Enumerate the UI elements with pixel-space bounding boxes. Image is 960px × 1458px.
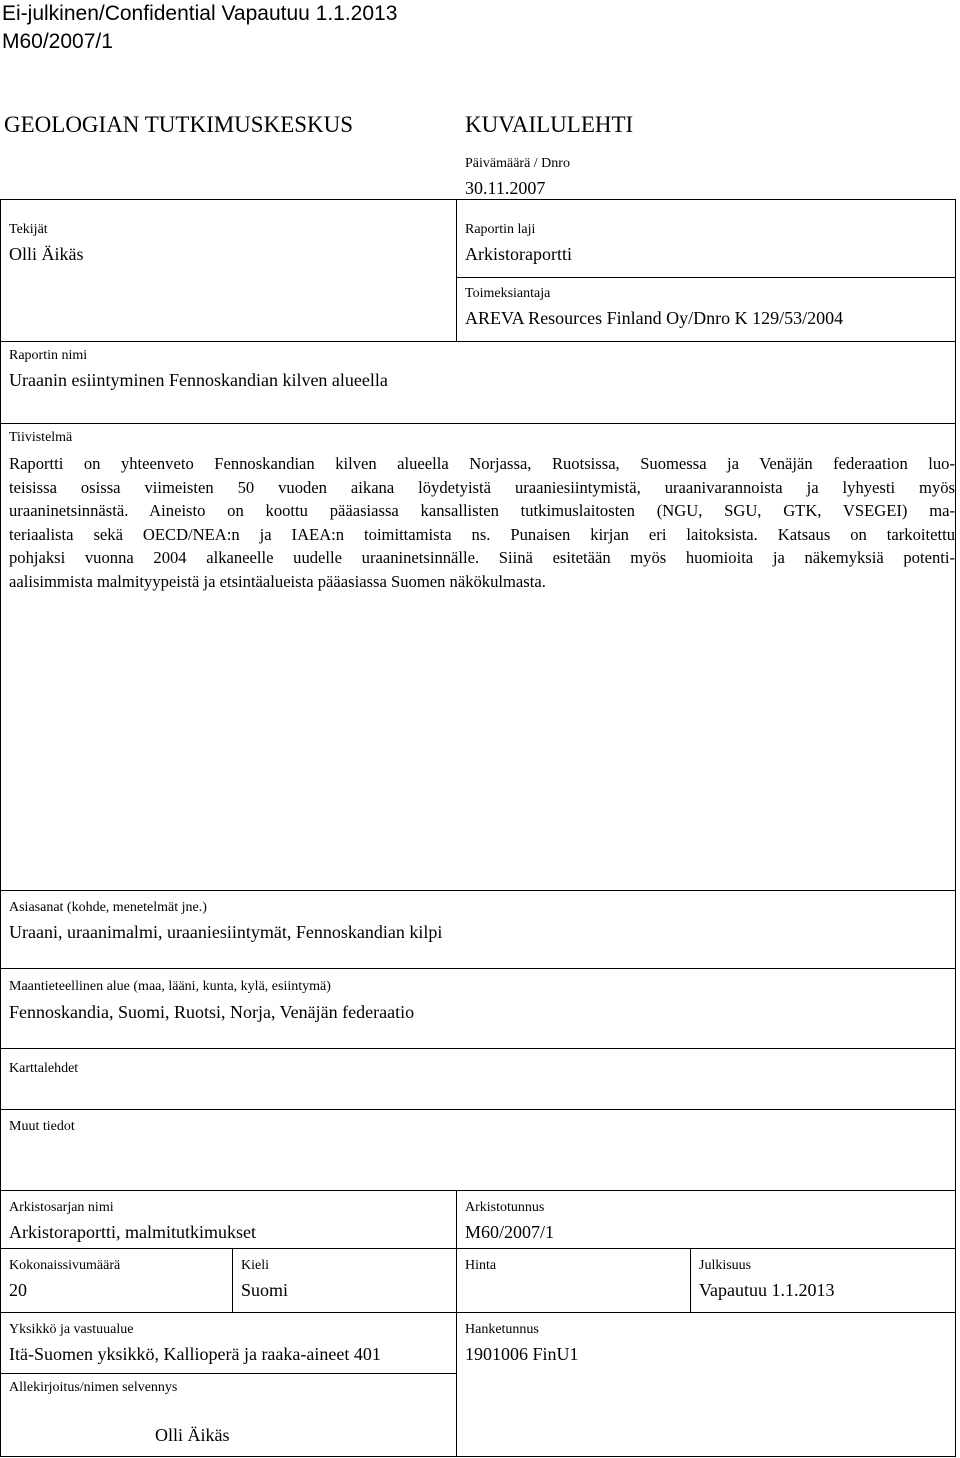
total-pages-value: 20	[9, 1280, 27, 1300]
abstract-text	[9, 452, 955, 594]
language-label: Kieli	[241, 1258, 269, 1273]
publicity-value: Vapautuu 1.1.2013	[699, 1280, 835, 1300]
form-title: KUVAILULEHTI	[465, 112, 634, 137]
unit-label: Yksikkö ja vastuualue	[9, 1322, 134, 1337]
abstract-line: pohjaksi vuonna 2004 alkaneelle uudelle uraaninetsinnälle. Siinä esitetään myös huomioita ja näkemyksiä potenti-	[9, 548, 955, 568]
report-name-label: Raportin nimi	[9, 348, 88, 363]
map-sheets-label: Karttalehdet	[9, 1061, 79, 1076]
archive-code-value: M60/2007/1	[465, 1222, 555, 1242]
organization-name: GEOLOGIAN TUTKIMUSKESKUS	[4, 112, 354, 137]
commissioner-label: Toimeksiantaja	[465, 286, 551, 301]
publicity-label: Julkisuus	[699, 1258, 752, 1273]
project-code-label: Hanketunnus	[465, 1322, 539, 1337]
abstract-line: uraaninetsinnästä. Aineisto on koottu pääasiassa kansallisten tutkimuslaitosten (NGU, SGU, GTK, VSEGEI) ma-	[9, 501, 955, 521]
region-label: Maantieteellinen alue (maa, lääni, kunta, kylä, esiintymä)	[9, 979, 331, 994]
region-value: Fennoskandia, Suomi, Ruotsi, Norja, Venäjän federaatio	[9, 1002, 415, 1022]
unit-value: Itä-Suomen yksikkö, Kallioperä ja raaka-aineet 401	[9, 1344, 381, 1364]
language-value: Suomi	[241, 1280, 289, 1300]
date-value: 30.11.2007	[465, 178, 546, 198]
abstract-label: Tiivistelmä	[9, 430, 73, 445]
archive-series-label: Arkistosarjan nimi	[9, 1200, 114, 1215]
abstract-line: teisissa osissa viimeisten 50 vuoden aikana löydetyistä uraaniesiintymistä, uraanivarannoista ja lyhyesti myös	[9, 477, 955, 497]
date-label: Päivämäärä / Dnro	[465, 156, 570, 171]
signature-label: Allekirjoitus/nimen selvennys	[9, 1380, 178, 1395]
project-code-value: 1901006 FinU1	[465, 1344, 579, 1364]
authors-label: Tekijät	[9, 222, 48, 237]
archive-series-value: Arkistoraportti, malmitutkimukset	[9, 1222, 256, 1242]
keywords-label: Asiasanat (kohde, menetelmät jne.)	[9, 900, 207, 915]
keywords-value: Uraani, uraanimalmi, uraaniesiintymät, Fennoskandian kilpi	[9, 922, 443, 942]
abstract-line: teriaalista sekä OECD/NEA:n ja IAEA:n toimittamista ns. Punaisen kirjan eri laitoksista. Katsaus on tarkoitettu	[9, 524, 955, 544]
confidentiality-line: Ei-julkinen/Confidential Vapautuu 1.1.2013	[2, 2, 398, 25]
report-type-label: Raportin laji	[465, 222, 536, 237]
report-name-value: Uraanin esiintyminen Fennoskandian kilven alueella	[9, 370, 388, 390]
report-code-line: M60/2007/1	[2, 30, 113, 53]
commissioner-value: AREVA Resources Finland Oy/Dnro K 129/53/2004	[465, 308, 844, 328]
price-label: Hinta	[465, 1258, 497, 1273]
report-type-value: Arkistoraportti	[465, 244, 572, 264]
abstract-line: aalisimmista malmityypeistä ja etsintäalueista pääasiassa Suomen näkökulmasta.	[9, 571, 546, 591]
signature-name: Olli Äikäs	[155, 1425, 230, 1445]
abstract-line: Raportti on yhteenveto Fennoskandian kilven alueella Norjassa, Ruotsissa, Suomessa ja Venäjän federaation luo-	[9, 454, 955, 473]
archive-code-label: Arkistotunnus	[465, 1200, 545, 1215]
other-info-label: Muut tiedot	[9, 1119, 75, 1134]
authors-value: Olli Äikäs	[9, 244, 84, 264]
total-pages-label: Kokonaissivumäärä	[9, 1258, 121, 1273]
